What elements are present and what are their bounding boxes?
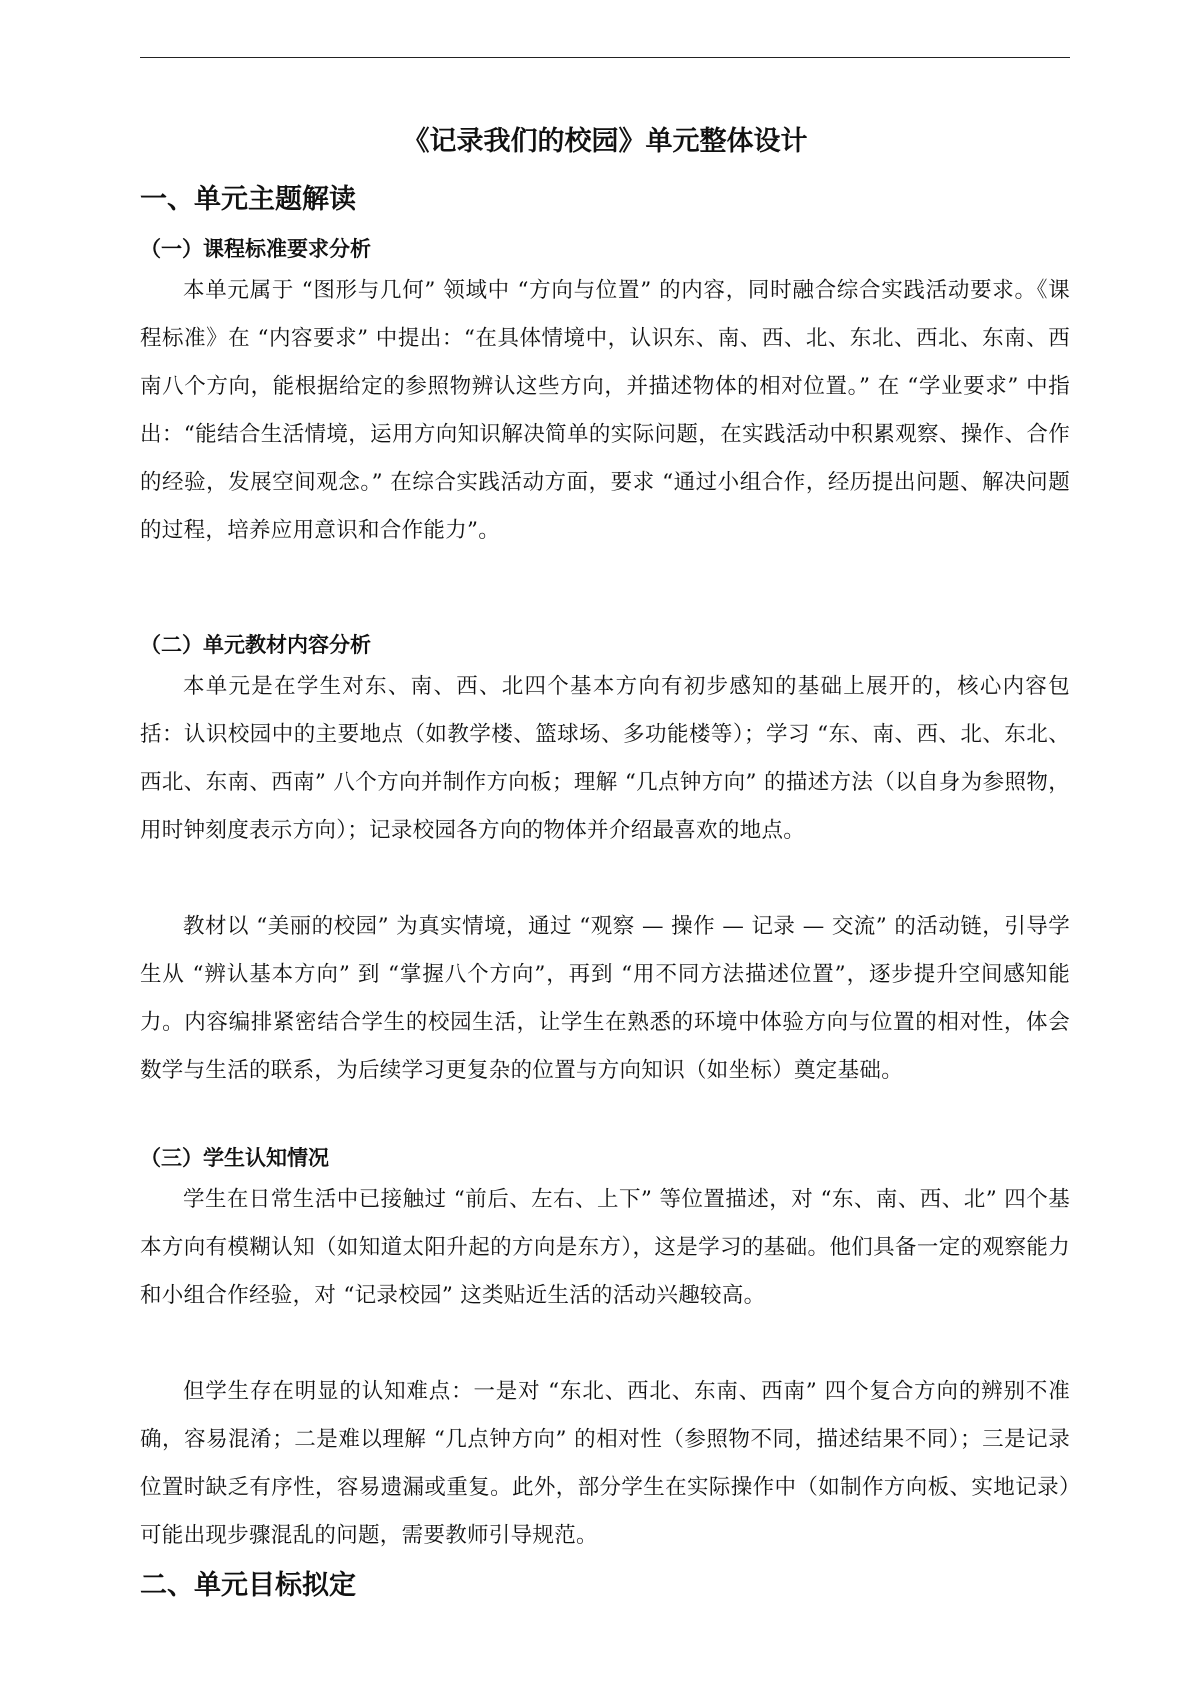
paragraph-1-1: 本单元属于 “图形与几何” 领域中 “方向与位置” 的内容，同时融合综合实践活动要求。《课程标准》在 “内容要求” 中提出：“在具体情境中，认识东、南、西、北、东北、西北、东南、西南八个方向，能根据给定的参照物辨认这些方向，并描述物体的相对位置。” 在 “学业要求” 中指出：“能结合生活情境，运用方向知识解决简单的实际问题，在实践活动中积累观察、操作、合作的经验，发展空间观念。” 在综合实践活动方面，要求 “通过小组合作，经历提出问题、解决问题的过程，培养应用意识和合作能力”。: [140, 278, 1070, 543]
paragraph-2-2: 教材以 “美丽的校园” 为真实情境，通过 “观察 — 操作 — 记录 — 交流” 的活动链，引导学生从 “辨认基本方向” 到 “掌握八个方向”，再到 “用不同方法描述位置”，逐步提升空间感知能力。内容编排紧密结合学生的校园生活，让学生在熟悉的环境中体验方向与位置的相对性，体会数学与生活的联系，为后续学习更复杂的位置与方向知识（如坐标）奠定基础。: [140, 914, 1070, 1083]
subsection-heading-3: （三）学生认知情况: [140, 1146, 329, 1170]
subsection-heading-2: （二）单元教材内容分析: [140, 633, 371, 657]
section-heading-2: 二、单元目标拟定: [140, 1570, 356, 1601]
document-title: 《记录我们的校园》单元整体设计: [402, 126, 808, 157]
paragraph-3-2: 但学生存在明显的认知难点：一是对 “东北、西北、东南、西南” 四个复合方向的辨别不准确，容易混淆；二是难以理解 “几点钟方向” 的相对性（参照物不同，描述结果不同）；三是记录位置时缺乏有序性，容易遗漏或重复。此外，部分学生在实际操作中（如制作方向板、实地记录）可能出现步骤混乱的问题，需要教师引导规范。: [140, 1379, 1070, 1548]
paragraph-2-1: 本单元是在学生对东、南、西、北四个基本方向有初步感知的基础上展开的，核心内容包括：认识校园中的主要地点（如教学楼、篮球场、多功能楼等）；学习 “东、南、西、北、东北、西北、东南、西南” 八个方向并制作方向板；理解 “几点钟方向” 的描述方法（以自身为参照物，用时钟刻度表示方向）；记录校园各方向的物体并介绍最喜欢的地点。: [140, 674, 1070, 843]
header-rule: [140, 57, 1070, 58]
paragraph-3-1: 学生在日常生活中已接触过 “前后、左右、上下” 等位置描述，对 “东、南、西、北” 四个基本方向有模糊认知（如知道太阳升起的方向是东方），这是学习的基础。他们具备一定的观察能力和小组合作经验，对 “记录校园” 这类贴近生活的活动兴趣较高。: [140, 1187, 1070, 1308]
section-heading-1: 一、单元主题解读: [140, 184, 356, 215]
subsection-heading-1: （一）课程标准要求分析: [140, 237, 371, 261]
